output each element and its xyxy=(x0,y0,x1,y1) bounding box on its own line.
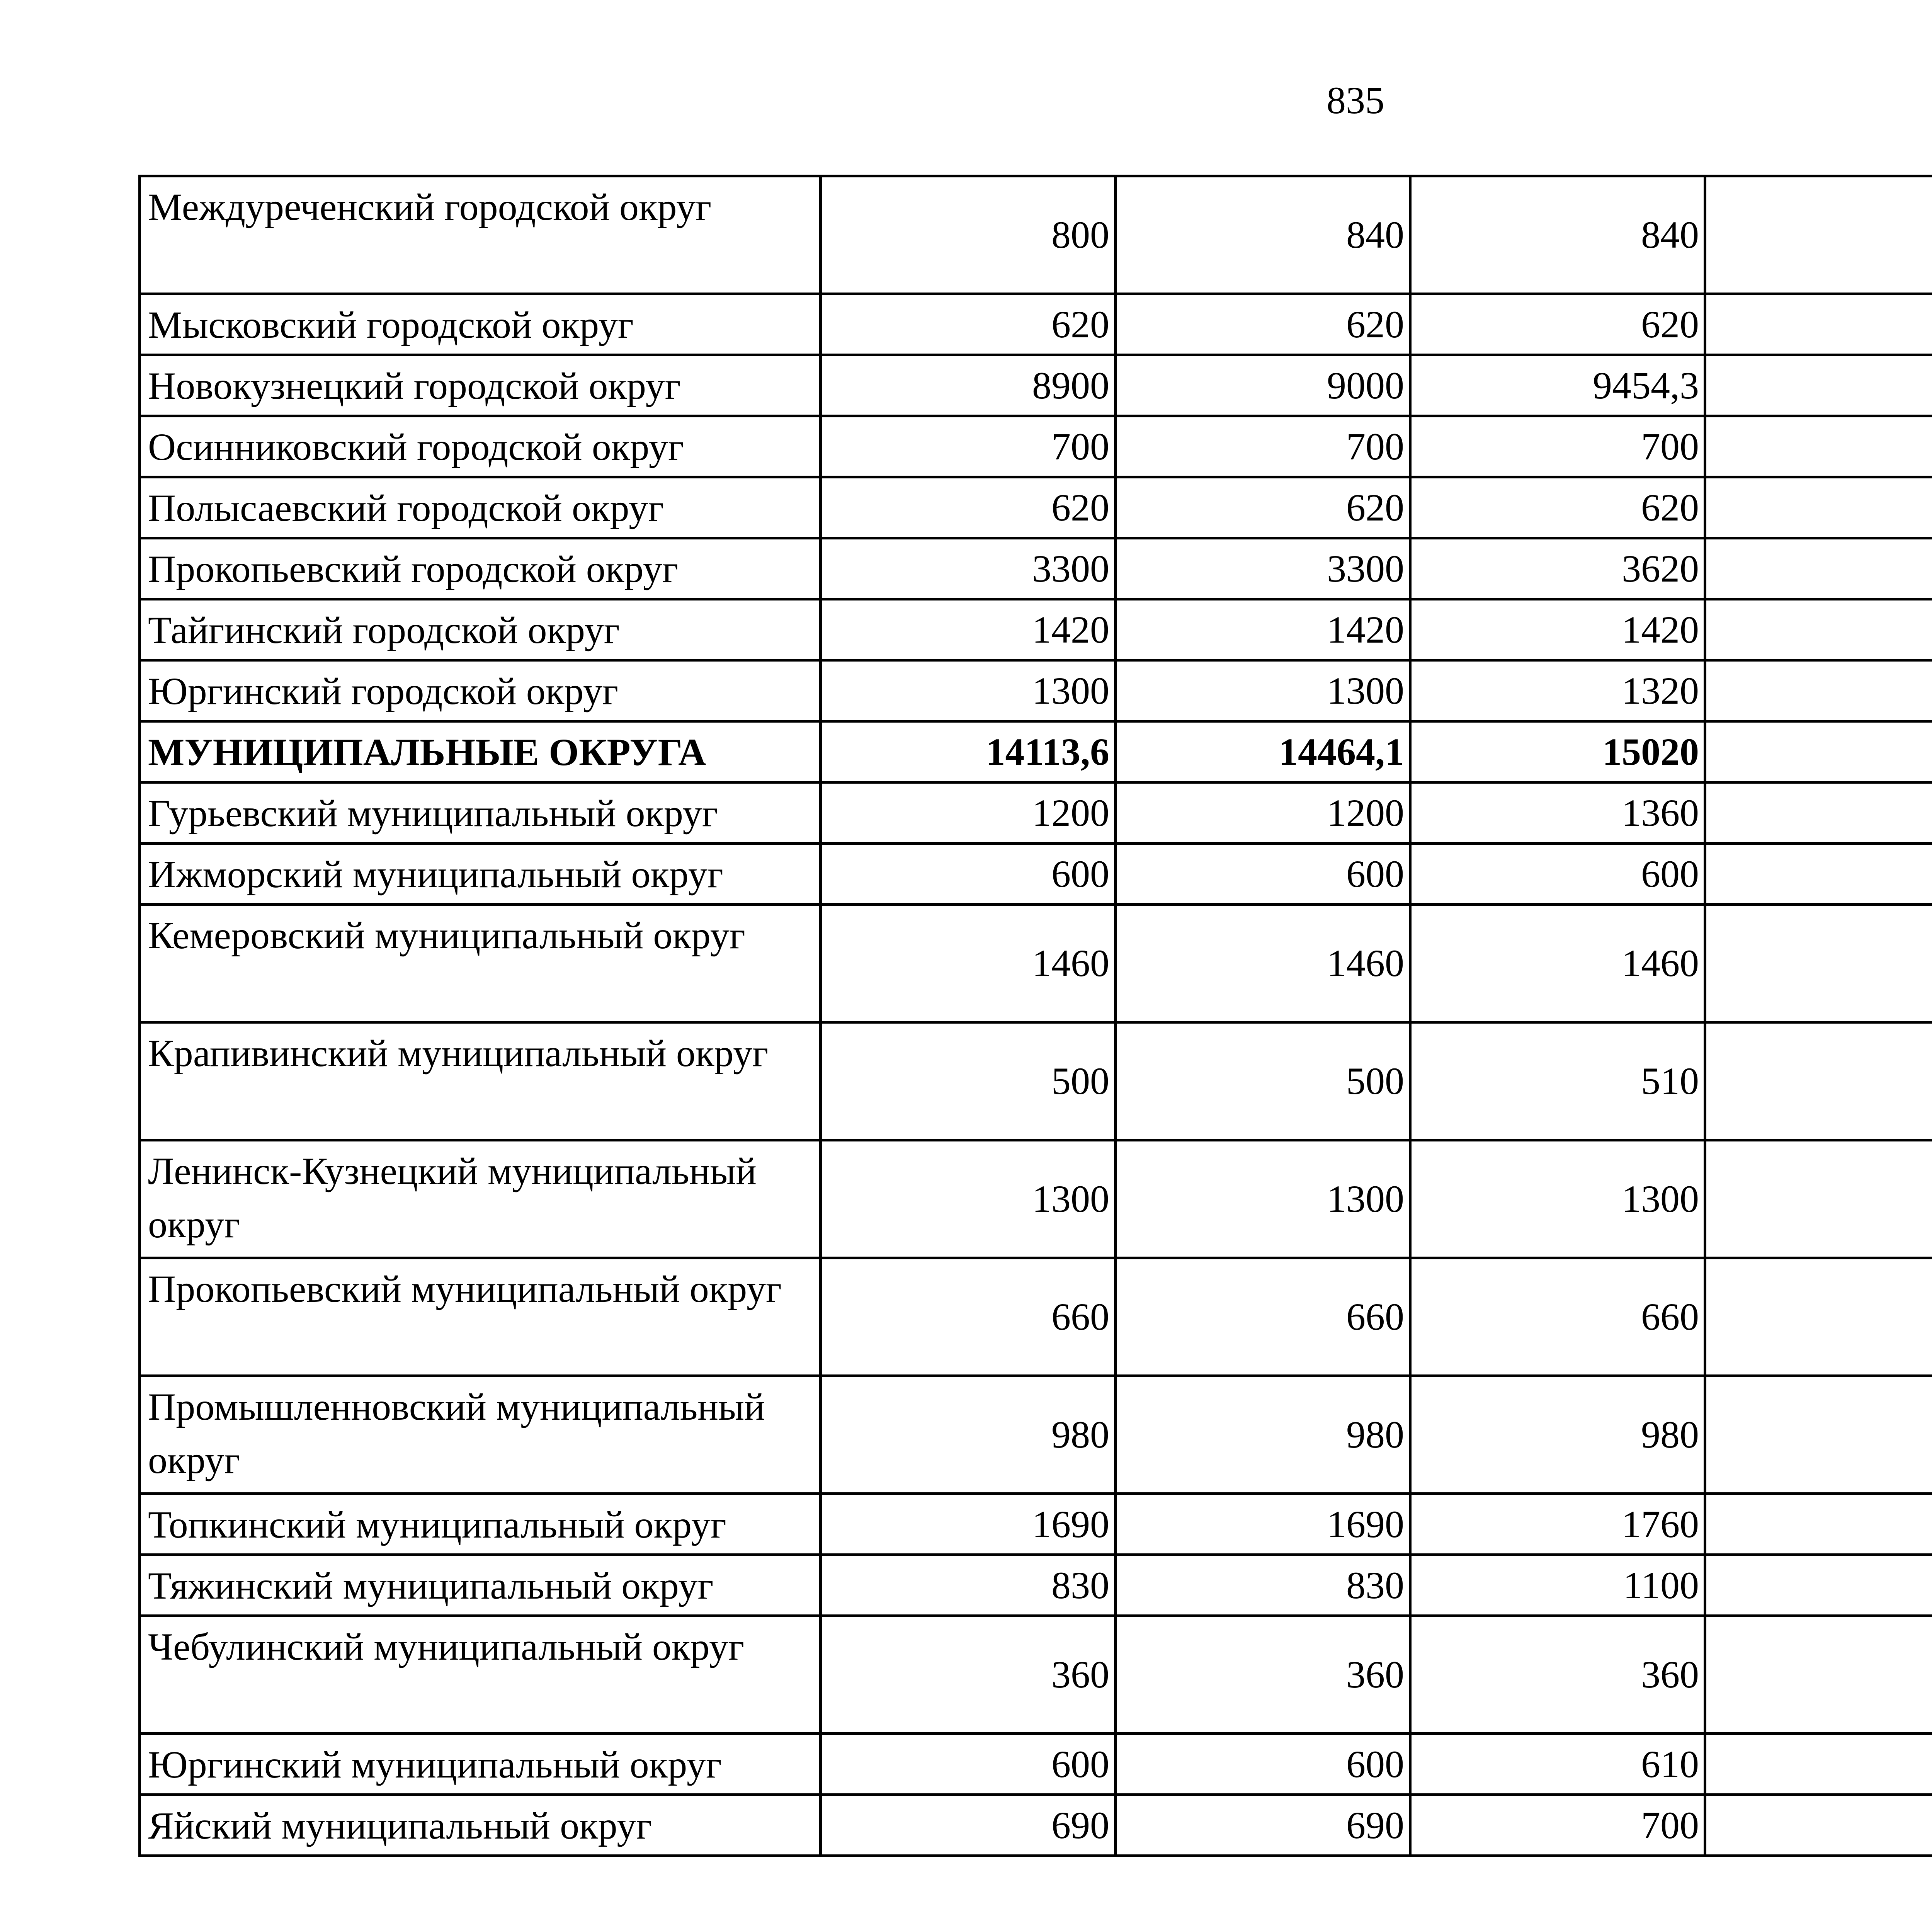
value-col-2-cell: 500 xyxy=(1116,1022,1410,1140)
value-col-1-cell: 1420 xyxy=(821,599,1116,660)
value-col-2-cell: 620 xyxy=(1116,477,1410,538)
value-col-2-cell: 980 xyxy=(1116,1376,1410,1494)
table-row xyxy=(140,477,1932,538)
value-col-2-cell: 14464,1 xyxy=(1116,721,1410,782)
value-col-1-cell: 500 xyxy=(821,1022,1116,1140)
row-name: Чебулинский муниципальный округ xyxy=(140,1616,821,1734)
value-col-2-cell: 1460 xyxy=(1116,905,1410,1022)
value-col-3-cell: 15020 xyxy=(1410,721,1705,782)
value-col-1-cell: 620 xyxy=(821,477,1116,538)
value-col-2-cell: 600 xyxy=(1116,844,1410,905)
row-name: МУНИЦИПАЛЬНЫЕ ОКРУГА xyxy=(140,721,821,782)
value-col-3-cell: 510 xyxy=(1410,1022,1705,1140)
value-col-2-cell: 1200 xyxy=(1116,782,1410,844)
value-col-3-cell: 3620 xyxy=(1410,538,1705,599)
row-name: Топкинский муниципальный округ xyxy=(140,1494,821,1555)
value-col-2-cell: 660 xyxy=(1116,1258,1410,1376)
table-row xyxy=(140,1795,1932,1856)
value-col-3-cell: 840 xyxy=(1410,176,1705,294)
row-name: Осинниковский городской округ xyxy=(140,416,821,477)
table-row xyxy=(140,1376,1932,1494)
value-col-4-cell xyxy=(1705,538,1932,599)
value-col-4-cell xyxy=(1705,905,1932,1022)
table-section-row xyxy=(140,721,1932,782)
value-col-4-cell xyxy=(1705,416,1932,477)
row-name: Гурьевский муниципальный округ xyxy=(140,782,821,844)
table-row xyxy=(140,1555,1932,1616)
value-col-2-cell: 1300 xyxy=(1116,1140,1410,1258)
value-col-2-cell: 700 xyxy=(1116,416,1410,477)
value-col-3-cell: 660 xyxy=(1410,1258,1705,1376)
value-col-2-cell: 600 xyxy=(1116,1734,1410,1795)
value-col-3-cell: 620 xyxy=(1410,477,1705,538)
table-row xyxy=(140,1734,1932,1795)
table-row xyxy=(140,538,1932,599)
value-col-1-cell: 600 xyxy=(821,844,1116,905)
value-col-3-cell: 620 xyxy=(1410,294,1705,355)
value-col-1-cell: 700 xyxy=(821,416,1116,477)
value-col-1-cell: 800 xyxy=(821,176,1116,294)
value-col-1-cell: 1300 xyxy=(821,1140,1116,1258)
table-row xyxy=(140,905,1932,1022)
value-col-2-cell: 1420 xyxy=(1116,599,1410,660)
row-name: Промышленновский муниципальный округ xyxy=(140,1376,821,1494)
row-name: Прокопьевский городской округ xyxy=(140,538,821,599)
data-table xyxy=(138,175,1932,1857)
value-col-1-cell: 1300 xyxy=(821,660,1116,721)
row-name: Юргинский муниципальный округ xyxy=(140,1734,821,1795)
value-col-3-cell: 1420 xyxy=(1410,599,1705,660)
value-col-4-cell xyxy=(1705,1258,1932,1376)
value-col-2-cell: 9000 xyxy=(1116,355,1410,416)
value-col-1-cell: 830 xyxy=(821,1555,1116,1616)
value-col-3-cell: 1460 xyxy=(1410,905,1705,1022)
value-col-4-cell xyxy=(1705,294,1932,355)
table-row xyxy=(140,416,1932,477)
value-col-4-cell xyxy=(1705,1734,1932,1795)
value-col-4-cell xyxy=(1705,844,1932,905)
value-col-3-cell: 360 xyxy=(1410,1616,1705,1734)
table-row xyxy=(140,599,1932,660)
value-col-1-cell: 8900 xyxy=(821,355,1116,416)
value-col-2-cell: 1300 xyxy=(1116,660,1410,721)
value-col-1-cell: 1200 xyxy=(821,782,1116,844)
value-col-4-cell xyxy=(1705,1795,1932,1856)
value-col-3-cell: 1300 xyxy=(1410,1140,1705,1258)
row-name: Тяжинский муниципальный округ xyxy=(140,1555,821,1616)
value-col-4-cell xyxy=(1705,1616,1932,1734)
value-col-4-cell xyxy=(1705,355,1932,416)
value-col-2-cell: 620 xyxy=(1116,294,1410,355)
row-name: Междуреченский городской округ xyxy=(140,176,821,294)
row-name: Крапивинский муниципальный округ xyxy=(140,1022,821,1140)
table-body xyxy=(140,176,1932,1856)
value-col-3-cell: 700 xyxy=(1410,416,1705,477)
value-col-4-cell xyxy=(1705,1376,1932,1494)
value-col-3-cell: 1100 xyxy=(1410,1555,1705,1616)
row-name: Юргинский городской округ xyxy=(140,660,821,721)
table-row xyxy=(140,355,1932,416)
value-col-1-cell: 980 xyxy=(821,1376,1116,1494)
row-name: Мысковский городской округ xyxy=(140,294,821,355)
value-col-1-cell: 660 xyxy=(821,1258,1116,1376)
row-name: Прокопьевский муниципальный округ xyxy=(140,1258,821,1376)
value-col-3-cell: 700 xyxy=(1410,1795,1705,1856)
value-col-2-cell: 1690 xyxy=(1116,1494,1410,1555)
value-col-1-cell: 14113,6 xyxy=(821,721,1116,782)
value-col-3-cell: 610 xyxy=(1410,1734,1705,1795)
value-col-4-cell xyxy=(1705,1022,1932,1140)
value-col-3-cell: 9454,3 xyxy=(1410,355,1705,416)
value-col-1-cell: 1690 xyxy=(821,1494,1116,1555)
page-number: 835 xyxy=(1327,79,1384,122)
row-name: Кемеровский муниципальный округ xyxy=(140,905,821,1022)
table-row xyxy=(140,294,1932,355)
table-row xyxy=(140,1258,1932,1376)
row-name: Полысаевский городской округ xyxy=(140,477,821,538)
value-col-1-cell: 1460 xyxy=(821,905,1116,1022)
table-row xyxy=(140,844,1932,905)
value-col-4-cell xyxy=(1705,176,1932,294)
table-row xyxy=(140,1494,1932,1555)
value-col-4-cell xyxy=(1705,721,1932,782)
row-name: Новокузнецкий городской округ xyxy=(140,355,821,416)
value-col-2-cell: 3300 xyxy=(1116,538,1410,599)
value-col-4-cell xyxy=(1705,1494,1932,1555)
value-col-2-cell: 830 xyxy=(1116,1555,1410,1616)
value-col-4-cell xyxy=(1705,477,1932,538)
value-col-4-cell xyxy=(1705,599,1932,660)
value-col-4-cell xyxy=(1705,782,1932,844)
value-col-1-cell: 360 xyxy=(821,1616,1116,1734)
value-col-3-cell: 1760 xyxy=(1410,1494,1705,1555)
value-col-3-cell: 600 xyxy=(1410,844,1705,905)
value-col-3-cell: 1360 xyxy=(1410,782,1705,844)
value-col-3-cell: 980 xyxy=(1410,1376,1705,1494)
value-col-1-cell: 620 xyxy=(821,294,1116,355)
value-col-2-cell: 690 xyxy=(1116,1795,1410,1856)
value-col-4-cell xyxy=(1705,1555,1932,1616)
value-col-1-cell: 690 xyxy=(821,1795,1116,1856)
row-name: Яйский муниципальный округ xyxy=(140,1795,821,1856)
table-row xyxy=(140,176,1932,294)
table-row xyxy=(140,1022,1932,1140)
table-row xyxy=(140,660,1932,721)
row-name: Тайгинский городской округ xyxy=(140,599,821,660)
table-row xyxy=(140,1140,1932,1258)
value-col-2-cell: 360 xyxy=(1116,1616,1410,1734)
value-col-4-cell xyxy=(1705,660,1932,721)
value-col-1-cell: 600 xyxy=(821,1734,1116,1795)
value-col-4-cell xyxy=(1705,1140,1932,1258)
value-col-3-cell: 1320 xyxy=(1410,660,1705,721)
row-name: Ижморский муниципальный округ xyxy=(140,844,821,905)
value-col-2-cell: 840 xyxy=(1116,176,1410,294)
table-row xyxy=(140,782,1932,844)
table-row xyxy=(140,1616,1932,1734)
row-name: Ленинск-Кузнецкий муниципальный округ xyxy=(140,1140,821,1258)
value-col-1-cell: 3300 xyxy=(821,538,1116,599)
